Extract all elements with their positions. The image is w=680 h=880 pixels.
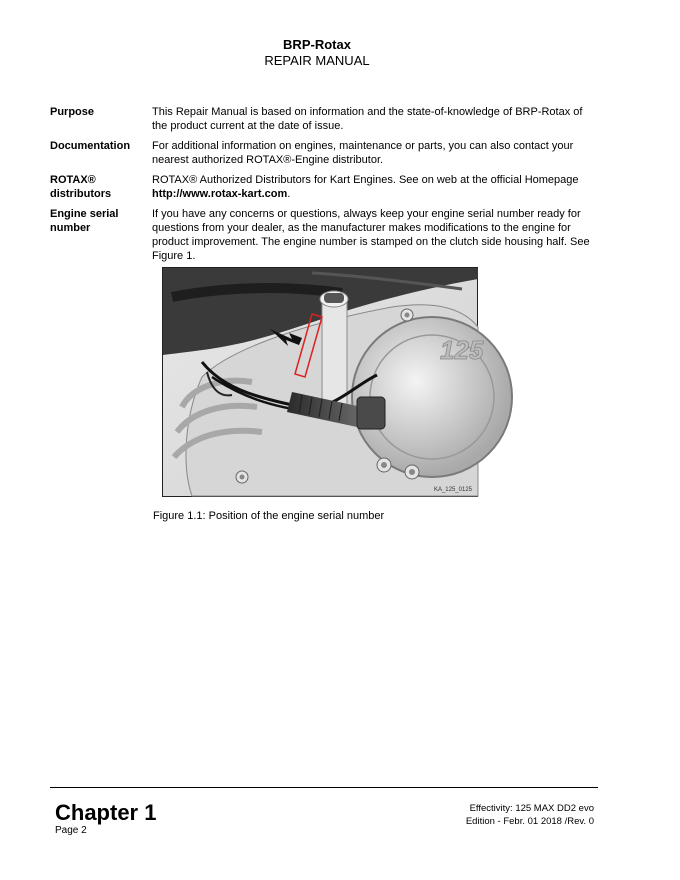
section-label: Purpose [50, 106, 95, 118]
section-text: For additional information on engines, maintenance or parts, you can also contact your nearest authorized ROTAX®-Engine distributor. [152, 140, 574, 166]
section-text-part: ROTAX® Authorized Distributors for Kart Engines. See on web at the official Homepage [152, 174, 579, 186]
page-header [0, 37, 634, 69]
effectivity-text: Effectivity: 125 MAX DD2 evo [469, 803, 594, 814]
engraved-label: 125 [440, 335, 484, 365]
section-text: If you have any concerns or questions, always keep your engine serial number ready for questions from your dealer, as the manufacturer makes modifications to the engine for product improvement. The engine number is stamped on the clutch side housing half. See Figure 1. [152, 208, 590, 262]
section-text: This Repair Manual is based on information and the state-of-knowledge of BRP-Rotax of the product current at the date of issue. [152, 106, 583, 132]
edition-text: Edition - Febr. 01 2018 /Rev. 0 [465, 816, 594, 827]
page-number: Page 2 [55, 825, 87, 836]
engine-illustration [162, 267, 484, 497]
section-text-part: . [287, 188, 291, 200]
brand-title: BRP-Rotax [283, 37, 351, 52]
section-label: ROTAX® distributors [50, 174, 112, 200]
section-label: Engine serial number [50, 208, 119, 234]
manual-subtitle: REPAIR MANUAL [264, 53, 370, 68]
footer-divider [50, 787, 598, 788]
figure-caption: Figure 1.1: Position of the engine serial number [153, 510, 385, 522]
chapter-title: Chapter 1 [55, 800, 157, 825]
image-code: KA_125_0125 [433, 487, 472, 493]
engine-figure [162, 267, 484, 497]
section-text [152, 173, 592, 201]
section-label: Documentation [50, 140, 131, 152]
homepage-link[interactable]: http://www.rotax-kart.com [152, 188, 288, 200]
